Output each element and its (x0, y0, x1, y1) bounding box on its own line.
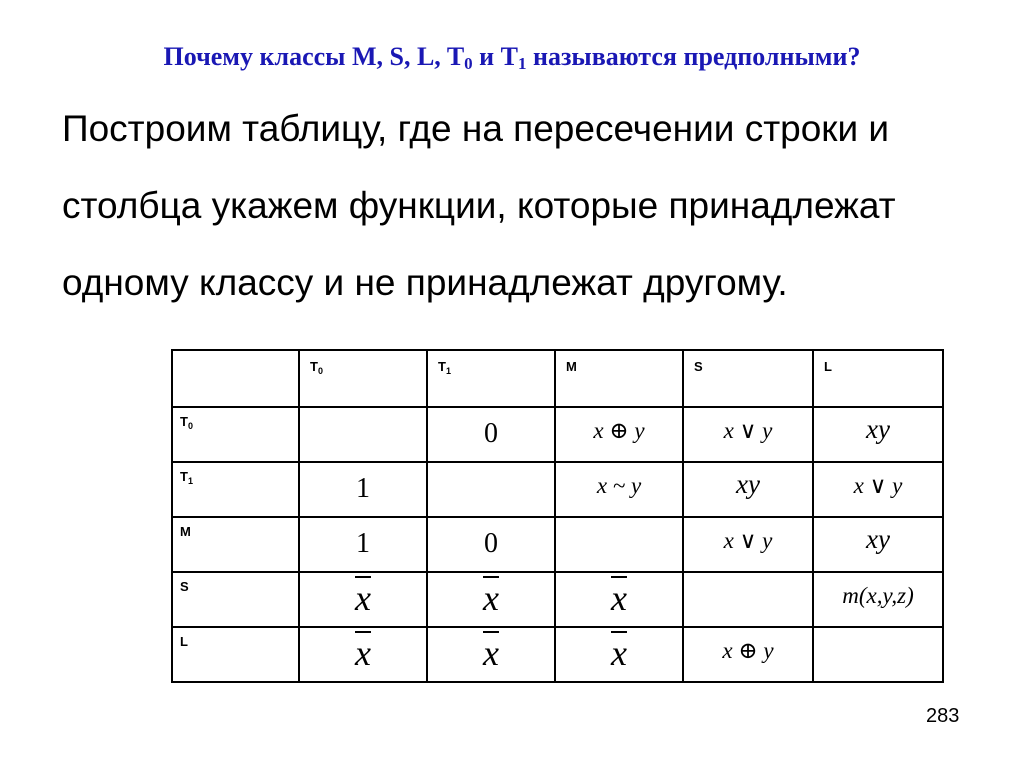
table-row (172, 407, 943, 462)
table-cell: $\overline{x}$ (299, 627, 427, 682)
table-cell: 0 (427, 407, 555, 462)
table-cell: xy (683, 462, 813, 517)
column-header: M (555, 350, 683, 407)
row-header: $T_1$ (172, 462, 299, 517)
table-cell: 1 (299, 462, 427, 517)
table-cell: x ∨ y (683, 407, 813, 462)
table-cell: $\overline{x}$ (555, 627, 683, 682)
column-header: L (813, 350, 943, 407)
table-cell (683, 572, 813, 627)
intro-paragraph (62, 90, 992, 321)
table-cell: x ⊕ y (683, 627, 813, 682)
table-cell (813, 627, 943, 682)
table-cell: $\overline{x}$ (299, 572, 427, 627)
table-cell: 1 (299, 517, 427, 572)
table-cell: x ∨ y (813, 462, 943, 517)
title-sub-0: 0 (464, 54, 473, 73)
table-cell: xy (813, 517, 943, 572)
table-cell: 0 (427, 517, 555, 572)
table-header-row (172, 350, 943, 407)
table-cell: x ~ y (555, 462, 683, 517)
table-cell: $\overline{x}$ (555, 572, 683, 627)
table-cell: x ∨ y (683, 517, 813, 572)
row-header: M (172, 517, 299, 572)
row-header: $T_0$ (172, 407, 299, 462)
table-cell: xy (813, 407, 943, 462)
corner-cell (172, 350, 299, 407)
intro-line: Построим таблицу, где на пересечении строки и (62, 108, 890, 149)
column-header: $T_1$ (427, 350, 555, 407)
intro-line: столбца укажем функции, которые принадлежат (62, 185, 896, 226)
title-mid: и T (472, 42, 518, 71)
column-header: $T_0$ (299, 350, 427, 407)
table-cell: $\overline{x}$ (427, 627, 555, 682)
table-cell (427, 462, 555, 517)
row-header: L (172, 627, 299, 682)
table-cell (299, 407, 427, 462)
class-table (171, 349, 944, 683)
intro-line: одному классу и не принадлежат другому. (62, 262, 788, 303)
page-number: 283 (926, 705, 960, 727)
table-cell: $\overline{x}$ (427, 572, 555, 627)
row-header: S (172, 572, 299, 627)
table-cell: x ⊕ y (555, 407, 683, 462)
table-row (172, 627, 943, 682)
table-row (172, 462, 943, 517)
table-cell: m(x,y,z) (813, 572, 943, 627)
table-row (172, 572, 943, 627)
column-header: S (683, 350, 813, 407)
title-prefix: Почему классы M, S, L, T (163, 42, 465, 71)
table-row (172, 517, 943, 572)
title-suffix: называются предполными? (526, 42, 861, 71)
slide-title (0, 42, 1024, 74)
table-cell (555, 517, 683, 572)
title-sub-1: 1 (517, 54, 527, 73)
